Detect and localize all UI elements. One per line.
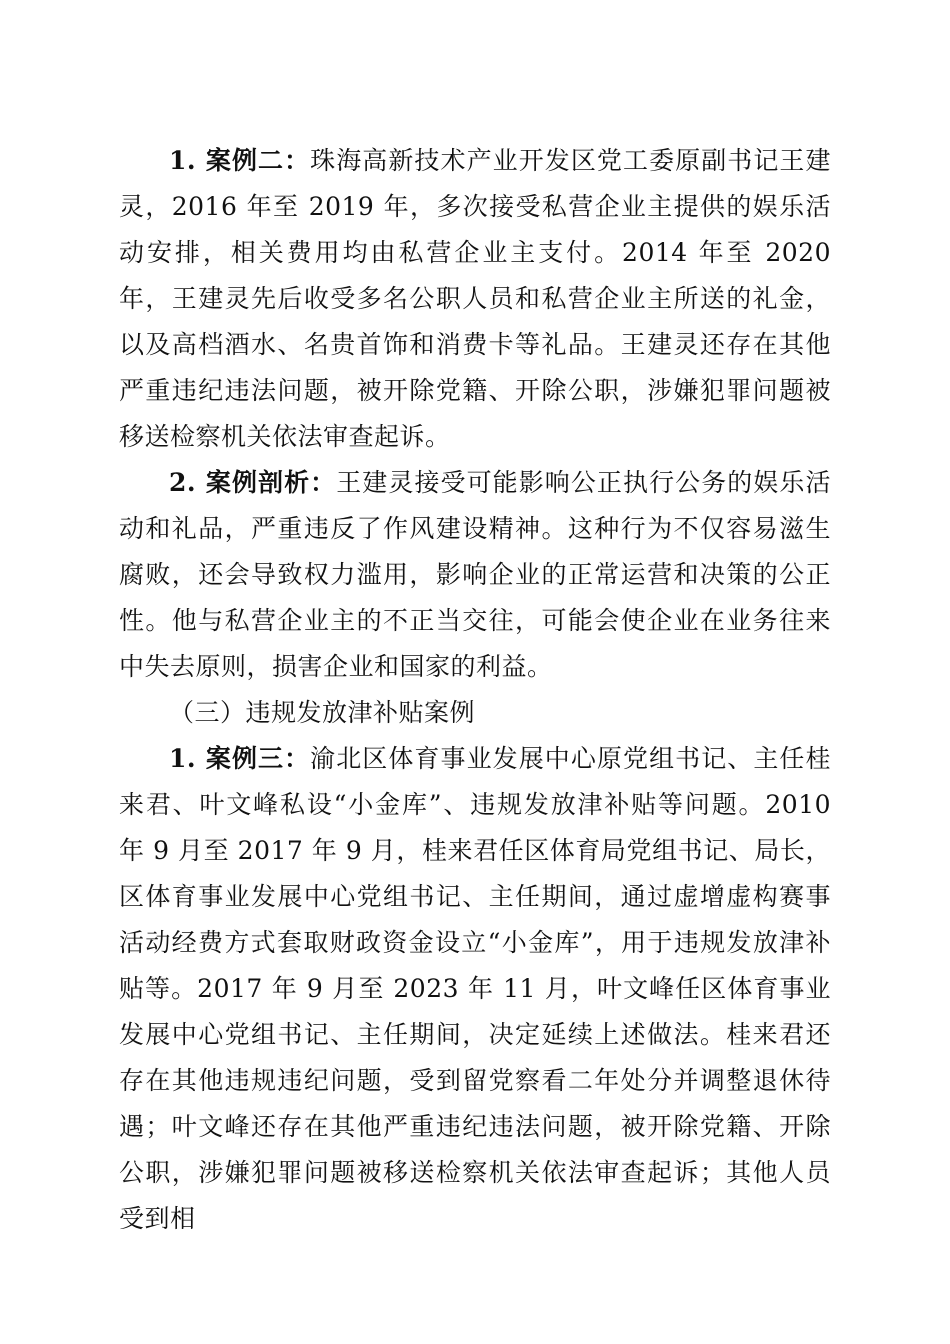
case-analysis-text: 王建灵接受可能影响公正执行公务的娱乐活动和礼品，严重违反了作风建设精神。这种行为不仅容易滋生腐败，还会导致权力滥用，影响企业的正常运营和决策的公正性。他与私营企业主的不正当交往，可能会使企业在业务往来中失去原则，损害企业和国家的利益。 (119, 468, 831, 681)
section-title: （三）违规发放津补贴案例 (169, 698, 476, 727)
case-three-text: 渝北区体育事业发展中心原党组书记、主任桂来君、叶文峰私设“小金库”、违规发放津补贴等问题。2010 年 9 月至 2017 年 9 月，桂来君任区体育局党组书记、局长，区体育事业发展中心党组书记、主任期间，通过虚增虚构赛事活动经费方式套取财政资金设立“小金库”，用于违规发放津补贴等。2017 年 9 月至 2023 年 11 月，叶文峰任区体育事业发展中心党组书记、主任期间，决定延续上述做法。桂来君还存在其他违规违纪问题，受到留党察看二年处分并调整退休待遇；叶文峰还存在其他严重违纪违法问题，被开除党籍、开除公职，涉嫌犯罪问题被移送检察机关依法审查起诉；其他人员受到相 (119, 744, 831, 1233)
case-two-paragraph (119, 138, 831, 460)
case-two-text: 珠海高新技术产业开发区党工委原副书记王建灵，2016 年至 2019 年，多次接受私营企业主提供的娱乐活动安排，相关费用均由私营企业主支付。2014 年至 2020 年，王建灵先后收受多名公职人员和私营企业主所送的礼金，以及高档酒水、名贵首饰和消费卡等礼品。王建灵还存在其他严重违纪违法问题，被开除党籍、开除公职，涉嫌犯罪问题被移送检察机关依法审查起诉。 (119, 146, 831, 451)
case-analysis-paragraph (119, 460, 831, 690)
case-analysis-heading: 2. 案例剖析： (169, 468, 337, 497)
case-three-heading: 1. 案例三： (169, 744, 311, 773)
case-two-heading: 1. 案例二： (169, 146, 311, 175)
case-three-paragraph (119, 736, 831, 1242)
document-body (119, 138, 831, 1242)
